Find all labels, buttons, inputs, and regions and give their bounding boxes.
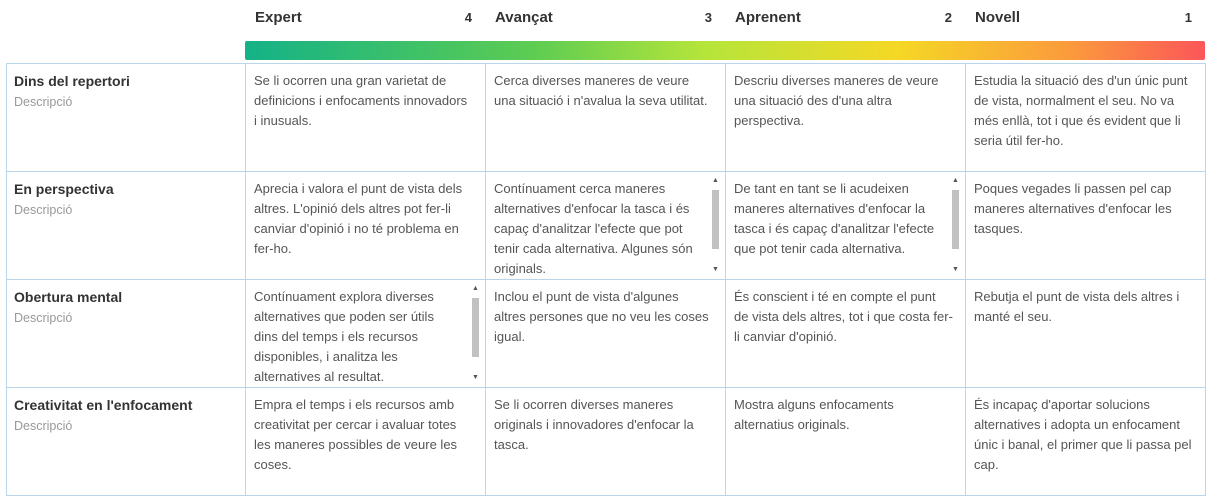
cell-scrollbar[interactable] [709, 175, 722, 276]
criterion-description: Descripció [14, 311, 73, 325]
criterion-description: Descripció [14, 203, 73, 217]
rubric-cell[interactable] [246, 172, 486, 280]
rubric-cell[interactable] [246, 64, 486, 172]
cell-text: Aprecia i valora el punt de vista dels altres. L'opinió dels altres pot fer-li canviar d'opinió i no té problema en fer-ho. [254, 181, 463, 256]
criterion-header [7, 172, 246, 280]
cell-text: De tant en tant se li acudeixen maneres alternatives d'enfocar la tasca i és capaç d'analitzar l'efecte que pot tenir cada alternativa. [734, 181, 935, 256]
rubric-cell[interactable] [726, 64, 966, 172]
rubric-cell[interactable] [726, 280, 966, 388]
cell-text: Poques vegades li passen pel cap maneres alternatives d'enfocar les tasques. [974, 181, 1172, 236]
level-name: Aprenent [735, 9, 801, 26]
cell-text: Mostra alguns enfocaments alternatius originals. [734, 397, 894, 432]
level-aprenent [725, 9, 960, 29]
level-avancat [485, 9, 720, 29]
scroll-up-arrow-icon[interactable]: ▲ [712, 177, 719, 184]
criterion-row [7, 388, 1206, 496]
scrollbar-thumb[interactable] [952, 190, 959, 249]
rubric-cell[interactable] [726, 172, 966, 280]
scrollbar-thumb[interactable] [712, 190, 719, 249]
rubric-cell[interactable] [486, 64, 726, 172]
cell-text: Se li ocorren diverses maneres originals i innovadores d'enfocar la tasca. [494, 397, 694, 452]
scroll-up-arrow-icon[interactable]: ▲ [472, 285, 479, 292]
cell-text: Contínuament cerca maneres alternatives d'enfocar la tasca i és capaç d'analitzar l'efecte que pot tenir cada alternativa. Algunes són originals. [494, 181, 693, 276]
criterion-header [7, 280, 246, 388]
scroll-down-arrow-icon[interactable]: ▼ [472, 374, 479, 381]
rubric-cell[interactable] [246, 388, 486, 496]
level-score: 2 [944, 10, 952, 25]
rubric-cell[interactable] [486, 280, 726, 388]
cell-text: Estudia la situació des d'un únic punt de vista, normalment el seu. No va més enllà, tot i que és evident que li seria útil fer-ho. [974, 73, 1188, 148]
level-score: 4 [464, 10, 472, 25]
criterion-description: Descripció [14, 419, 73, 433]
rubric-cell[interactable] [726, 388, 966, 496]
cell-text: Contínuament explora diverses alternatives que poden ser útils dins del temps i els recursos disponibles, i analitza les alternatives al resultat. [254, 289, 434, 384]
levels-header [245, 0, 1205, 36]
rubric-cell[interactable] [486, 388, 726, 496]
criterion-title: En perspectiva [14, 181, 114, 197]
criterion-header [7, 388, 246, 496]
level-novell [965, 9, 1200, 29]
cell-text: Descriu diverses maneres de veure una situació des d'una altra perspectiva. [734, 73, 939, 128]
level-expert [245, 9, 480, 29]
rubric-cell[interactable] [246, 280, 486, 388]
rubric-cell[interactable] [966, 280, 1206, 388]
scroll-down-arrow-icon[interactable]: ▼ [712, 266, 719, 273]
criterion-row [7, 172, 1206, 280]
rubric-cell[interactable] [486, 172, 726, 280]
level-name: Expert [255, 9, 302, 26]
criterion-header [7, 64, 246, 172]
cell-text: Empra el temps i els recursos amb creativitat per cercar i avaluar totes les maneres possibles de veure les coses. [254, 397, 458, 472]
criterion-row [7, 64, 1206, 172]
cell-text: Rebutja el punt de vista dels altres i manté el seu. [974, 289, 1180, 324]
level-name: Avançat [495, 9, 553, 26]
criterion-row [7, 280, 1206, 388]
cell-text: Se li ocorren una gran varietat de definicions i enfocaments innovadors i inusuals. [254, 73, 468, 128]
rubric-cell[interactable] [966, 172, 1206, 280]
rubric-cell[interactable] [966, 64, 1206, 172]
level-score: 3 [704, 10, 712, 25]
level-name: Novell [975, 9, 1021, 26]
cell-text: Inclou el punt de vista d'algunes altres persones que no veu les coses igual. [494, 289, 709, 344]
scroll-up-arrow-icon[interactable]: ▲ [952, 177, 959, 184]
rubric-table [6, 63, 1206, 496]
criterion-description: Descripció [14, 95, 73, 109]
cell-text: És conscient i té en compte el punt de vista dels altres, tot i que costa fer-li canviar d'opinió. [734, 289, 953, 344]
cell-text: Cerca diverses maneres de veure una situació i n'avalua la seva utilitat. [494, 73, 708, 108]
scroll-down-arrow-icon[interactable]: ▼ [952, 266, 959, 273]
rubric-cell[interactable] [966, 388, 1206, 496]
criterion-title: Obertura mental [14, 289, 123, 305]
cell-scrollbar[interactable] [949, 175, 962, 276]
cell-scrollbar[interactable] [469, 283, 482, 384]
criterion-title: Dins del repertori [14, 73, 130, 89]
level-gradient-bar [245, 41, 1205, 60]
level-score: 1 [1184, 10, 1192, 25]
cell-text: És incapaç d'aportar solucions alternatives i adopta un enfocament únic i banal, el primer que li passa pel cap. [974, 397, 1192, 472]
criterion-title: Creativitat en l'enfocament [14, 397, 193, 413]
scrollbar-thumb[interactable] [472, 298, 479, 357]
